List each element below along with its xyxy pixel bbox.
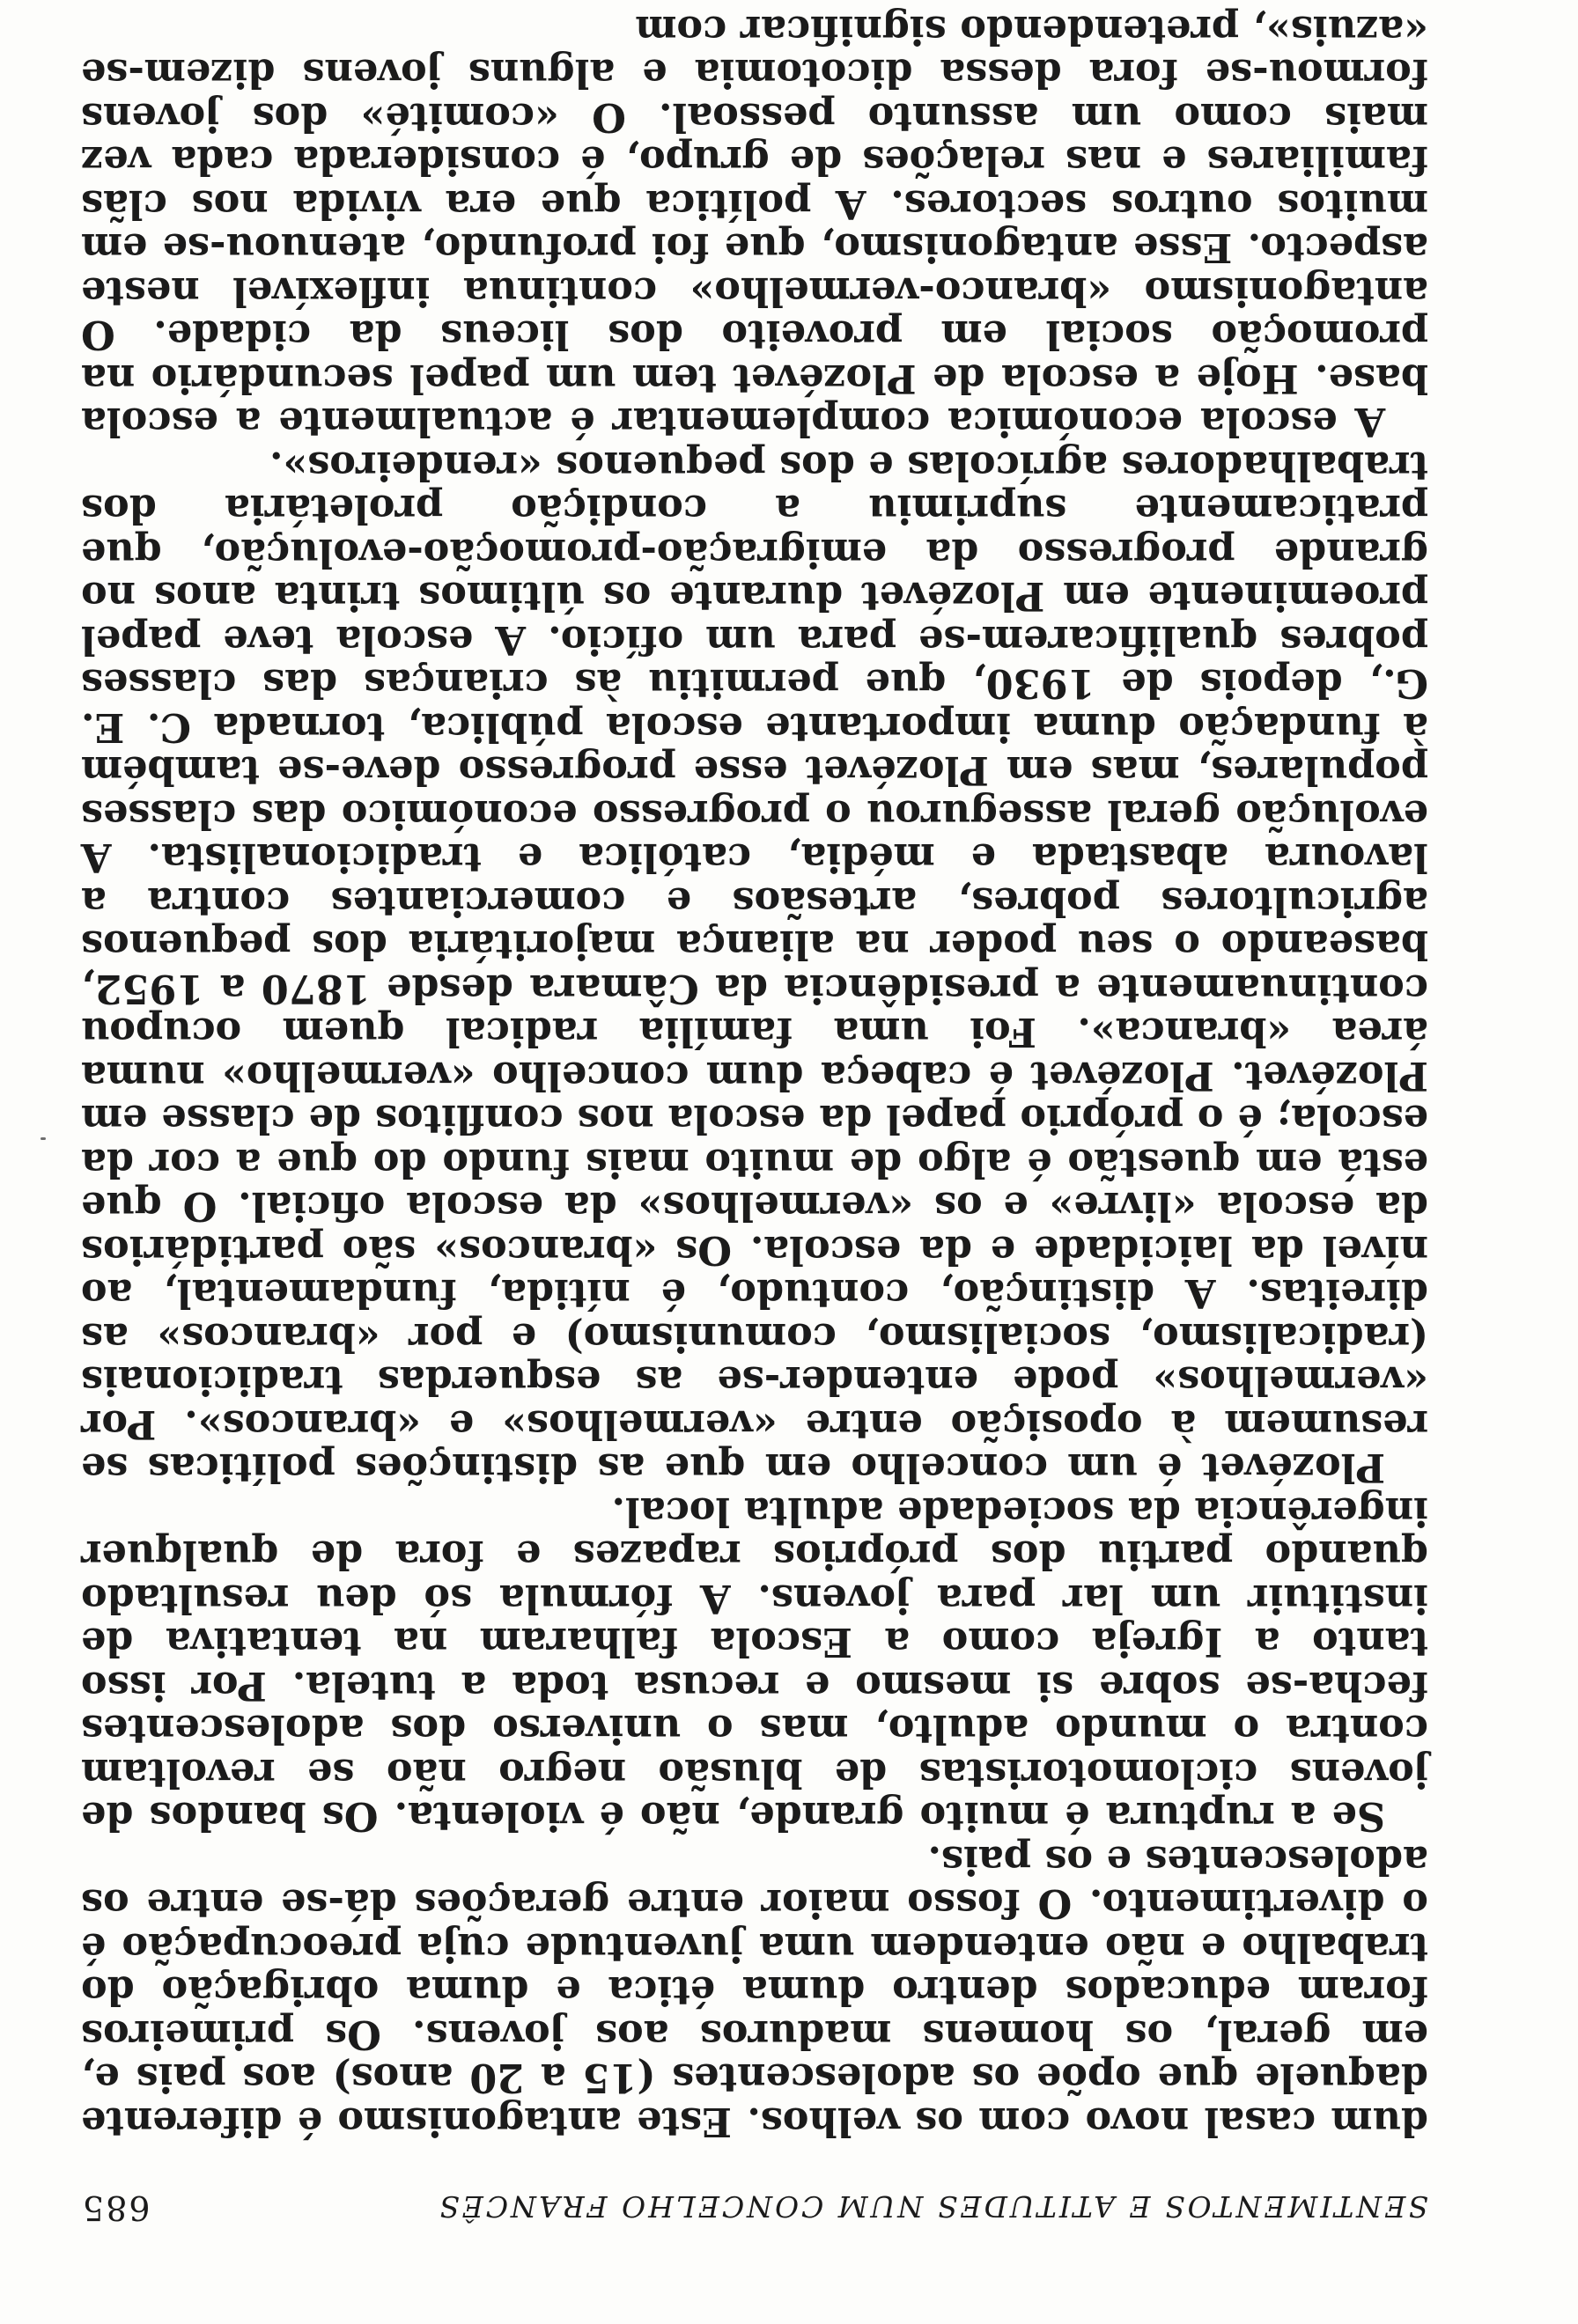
paragraph-politics: Plozévet é um concelho em que as distinções políticas se resumem à oposição entre «vermelhos» e «brancos». Por «vermelhos» pode entender-se as esquerdas tradicionais (radicalismo, socialismo, comunismo) e por «brancos» as direitas. A distinção, contudo, é nítida, fundamental, ao nível da laicidade e da escola. Os «brancos» são partidários da escola «livre» e os «vermelhos» da escola oficial. O que está em questão é algo de muito mais fundo do que a cor da escola; é o próprio papel da escola nos conflitos de classe em Plozévet. Plozévet é cabeça dum concelho «vermelho» numa área «branca». Foi uma família radical quem ocupou continuamente a presidência da Câmara desde 1870 a 1952, baseando o seu poder na aliança majoritária dos pequenos agricultores pobres, artesãos e comerciantes contra a lavoura abastada e média, católica e tradicionalista. A evolução geral assegurou o progresso económico das classes populares, mas em Plozévet esse progresso deve-se também à fundação duma importante escola pública, tornada C. E. G., depois de 1930, que permitiu às crianças das classes pobres qualificarem-se para um ofício. A escola teve papel proeminente em Plozévet durante os últimos trinta anos no grande progresso da emigração-promoção-evolução, que praticamente suprimiu a condição proletária dos trabalhadores agrícolas e dos pequenos «rendeiros». xyxy=(81,443,1428,1491)
page-content xyxy=(81,8,1428,2228)
paragraph-continued: dum casal novo com os velhos. Este antagonismo é diferente daquele que opõe os adolescentes (15 a 20 anos) aos pais e, em geral, os homens maduros aos jovens. Os primeiros foram educados dentro duma ética e duma obrigação do trabalho e não entendem uma juventude cuja preocupação é o divertimento. O fosso maior entre gerações dá-se entre os adolescentes e os pais. xyxy=(81,1837,1428,2144)
page-number: 685 xyxy=(81,2188,151,2227)
running-title: SENTIMENTOS E ATITUDES NUM CONCELHO FRANCÊS xyxy=(437,2189,1428,2224)
running-header xyxy=(81,2188,1428,2227)
ink-speck xyxy=(41,1137,46,1140)
paragraph-school: A escola económica complementar é actualmente a escola base. Hoje a escola de Plozévet tem um papel secundário na promoção social em proveito dos liceus da cidade. O antagonismo «branco-vermelho» continua inflexível neste aspecto. Esse antagonismo, que foi profundo, atenuou-se em muitos outros sectores. A política que era vivida nos clãs familiares e nas relações de grupo, é considerada cada vez mais como um assunto pessoal. O «comité» dos jovens formou-se fora dessa dicotomia e alguns jovens dizem-se «azuis», pretendendo significar com xyxy=(81,7,1428,445)
paragraph-rupture: Se a ruptura é muito grande, não é violenta. Os bandos de jovens ciclomotoristas de blusão negro não se revoltam contra o mundo adulto, mas o universo dos adolescentes fecha-se sobre si mesmo e recusa toda a tutela. Por isso tanto a Igreja como a Escola falharam na tentativa de instituir um lar para jovens. A fórmula só deu resultado quando partiu dos próprios rapazes e fora de qualquer ingerência da sociedade adulta local. xyxy=(81,1489,1428,1840)
